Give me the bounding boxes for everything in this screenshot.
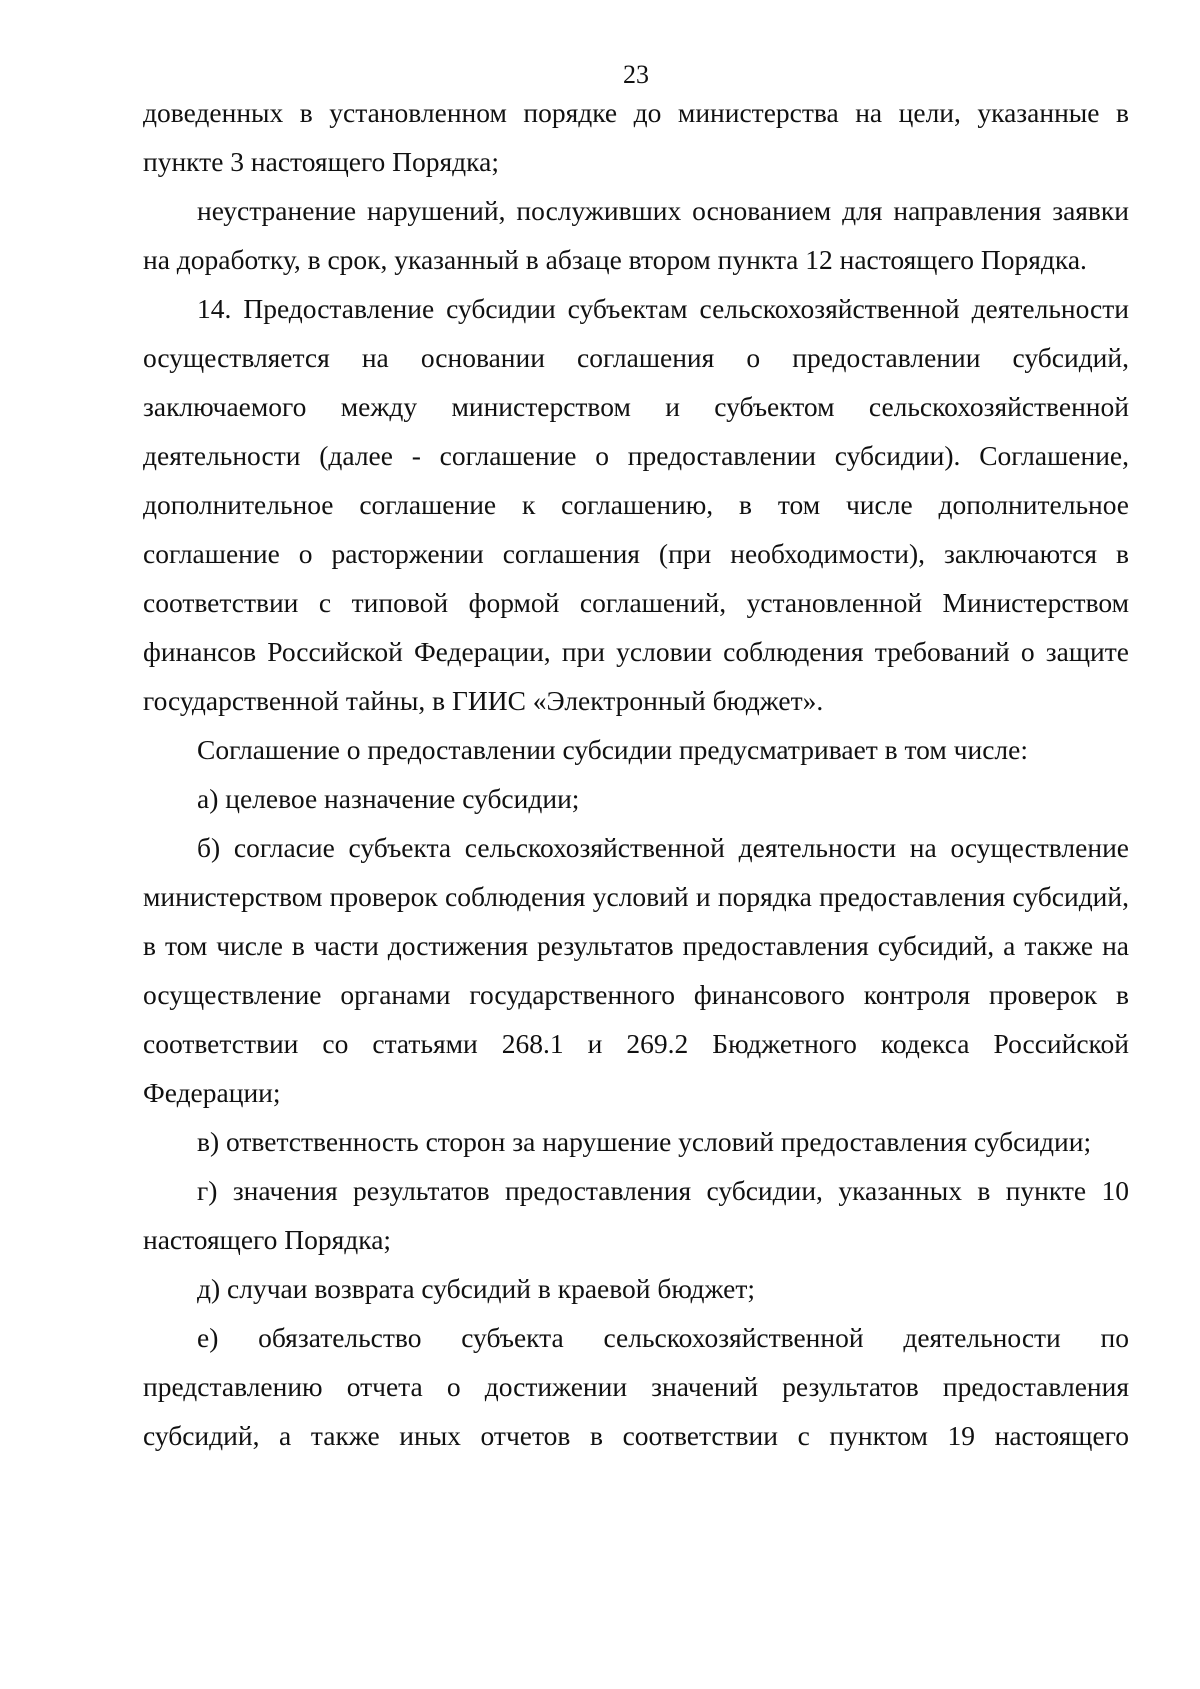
list-item-d: д) случаи возврата субсидий в краевой бюджет; bbox=[197, 1273, 756, 1304]
list-item-b: б) согласие субъекта сельскохозяйственной деятельности на осуществление министерством проверок соблюдения условий и порядка предоставления субсидий, в том числе в части достижения результатов предоставления субсидий, а также на осуществление органами государственного финансового контроля проверок в соответствии со статьями 268.1 и 269.2 Бюджетного кодекса Российской Федерации; bbox=[143, 832, 1129, 1108]
paragraph-14: 14. Предоставление субсидии субъектам сельскохозяйственной деятельности осуществляется на основании соглашения о предоставлении субсидий, заключаемого между министерством и субъектом сельскохозяйственной деятельности (далее - соглашение о предоставлении субсидии). Соглашение, дополнительное соглашение к соглашению, в том числе дополнительное соглашение о расторжении соглашения (при необходимости), заключаются в соответствии с типовой формой соглашений, установленной Министерством финансов Российской Федерации, при условии соблюдения требований о защите государственной тайны, в ГИИС «Электронный бюджет». bbox=[143, 293, 1129, 716]
list-item-v: в) ответственность сторон за нарушение условий предоставления субсидии; bbox=[197, 1126, 1092, 1157]
paragraph-non-elimination: неустранение нарушений, послуживших основанием для направления заявки на доработку, в срок, указанный в абзаце втором пункта 12 настоящего Порядка. bbox=[143, 195, 1129, 275]
paragraph-continuation: доведенных в установленном порядке до министерства на цели, указанные в пункте 3 настоящего Порядка; bbox=[143, 97, 1129, 177]
list-item-g: г) значения результатов предоставления субсидии, указанных в пункте 10 настоящего Порядка; bbox=[143, 1175, 1129, 1255]
list-item-a: а) целевое назначение субсидии; bbox=[197, 783, 580, 814]
page-number: 23 bbox=[623, 60, 649, 89]
document-body bbox=[143, 88, 1129, 1460]
paragraph-agreement-provides: Соглашение о предоставлении субсидии предусматривает в том числе: bbox=[197, 734, 1029, 765]
list-item-e: е) обязательство субъекта сельскохозяйственной деятельности по представлению отчета о достижении значений результатов предоставления субсидий, а также иных отчетов в соответствии с пунктом 19 настоящего bbox=[143, 1322, 1129, 1451]
